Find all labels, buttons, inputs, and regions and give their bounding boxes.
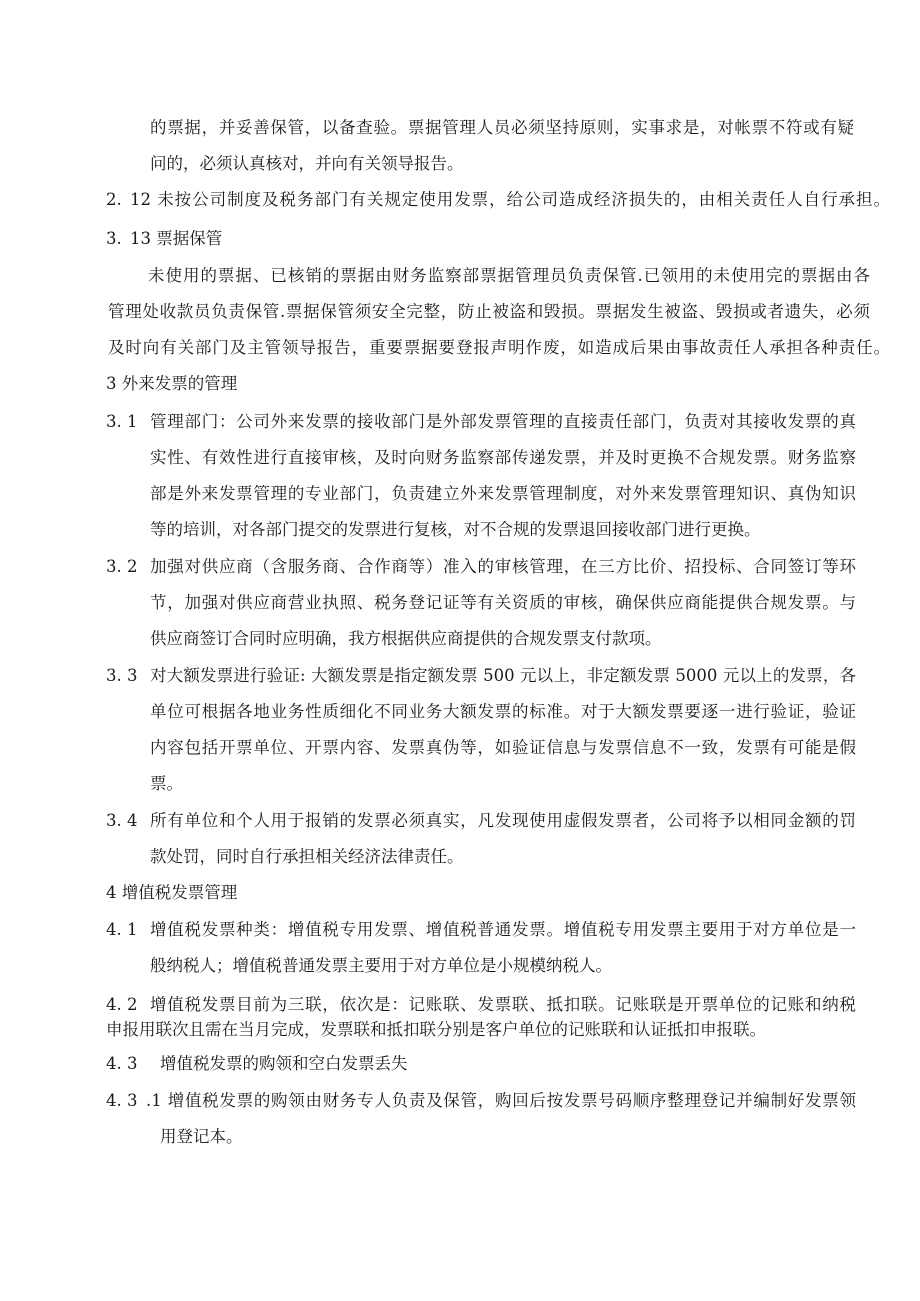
section-number: 4. 2 <box>106 995 138 1014</box>
section-number: 3. 1 <box>106 412 138 431</box>
text-line: 未使用的票据、已核销的票据由财务监察部票据管理员负责保管.已领用的未使用完的票据由各 <box>148 266 870 285</box>
section-heading: 增值税发票的购领和空白发票丢失 <box>160 1054 408 1073</box>
text-line: 对大额发票进行验证: 大额发票是指定额发票 500 元以上，非定额发票 5000 元以上的发票，各 <box>150 666 856 685</box>
text-line: 管理部门：公司外来发票的接收部门是外部发票管理的直接责任部门，负责对其接收发票的真 <box>150 412 856 431</box>
text-line: 12 未按公司制度及税务部门有关规定使用发票，给公司造成经济损失的，由相关责任人自行承担。 <box>130 190 890 209</box>
text-line: 及时向有关部门及主管领导报告，重要票据要登报声明作废，如造成后果由事故责任人承担各种责任。 <box>108 338 890 357</box>
text-line: 等的培训，对各部门提交的发票进行复核，对不合规的发票退回接收部门进行更换。 <box>150 520 761 539</box>
text-line: 内容包括开票单位、开票内容、发票真伪等，如验证信息与发票信息不一致，发票有可能是假 <box>150 738 856 757</box>
section-number: 4. 1 <box>106 920 138 939</box>
text-line: 部是外来发票管理的专业部门，负责建立外来发票管理制度，对外来发票管理知识、真伪知识 <box>150 484 856 503</box>
section-number: 3. 2 <box>106 557 138 576</box>
text-line: 增值税发票种类：增值税专用发票、增值税普通发票。增值税专用发票主要用于对方单位是一 <box>150 920 856 939</box>
text-line: 管理处收款员负责保管.票据保管须安全完整，防止被盗和毁损。票据发生被盗、毁损或者遗失，必须 <box>108 302 870 321</box>
section-number: 2. <box>106 190 122 209</box>
text-line: 实性、有效性进行直接审核，及时向财务监察部传递发票，并及时更换不合规发票。财务监察 <box>150 448 856 467</box>
text-line: 用登记本。 <box>160 1127 243 1146</box>
text-line: 的票据，并妥善保管，以备查验。票据管理人员必须坚持原则，实事求是，对帐票不符或有疑 <box>150 118 854 137</box>
text-line: 节，加强对供应商营业执照、税务登记证等有关资质的审核，确保供应商能提供合规发票。与 <box>150 593 856 612</box>
text-line: 供应商签订合同时应明确，我方根据供应商提供的合规发票支付款项。 <box>150 629 662 648</box>
text-line: 般纳税人；增值税普通发票主要用于对方单位是小规模纳税人。 <box>150 956 612 975</box>
text-line: 申报用联次且需在当月完成，发票联和抵扣联分别是客户单位的记账联和认证抵扣申报联。 <box>106 1020 766 1039</box>
section-number: 4. 3 <box>106 1054 138 1073</box>
text-line: 款处罚，同时自行承担相关经济法律责任。 <box>150 847 464 866</box>
text-line: 加强对供应商（含服务商、合作商等）准入的审核管理，在三方比价、招投标、合同签订等环 <box>150 557 856 576</box>
text-line: 票。 <box>150 774 183 793</box>
section-number: 3. 3 <box>106 666 138 685</box>
text-line: 增值税发票目前为三联，依次是：记账联、发票联、抵扣联。记账联是开票单位的记账和纳税 <box>150 995 856 1014</box>
text-line: 所有单位和个人用于报销的发票必须真实，凡发现使用虚假发票者，公司将予以相同金额的罚 <box>150 811 856 830</box>
text-line: 问的，必须认真核对，并向有关领导报告。 <box>150 154 464 173</box>
chapter-heading: 4 增值税发票管理 <box>106 883 238 902</box>
section-number: 4. 3 <box>106 1091 138 1110</box>
section-heading: 13 票据保管 <box>130 229 223 248</box>
section-number: 3. 4 <box>106 811 138 830</box>
section-number: 3. <box>106 229 122 248</box>
text-line: .1 增值税发票的购领由财务专人负责及保管，购回后按发票号码顺序整理登记并编制好发票领 <box>146 1091 856 1110</box>
text-line: 单位可根据各地业务性质细化不同业务大额发票的标准。对于大额发票要逐一进行验证，验证 <box>150 702 856 721</box>
chapter-heading: 3 外来发票的管理 <box>106 374 238 393</box>
